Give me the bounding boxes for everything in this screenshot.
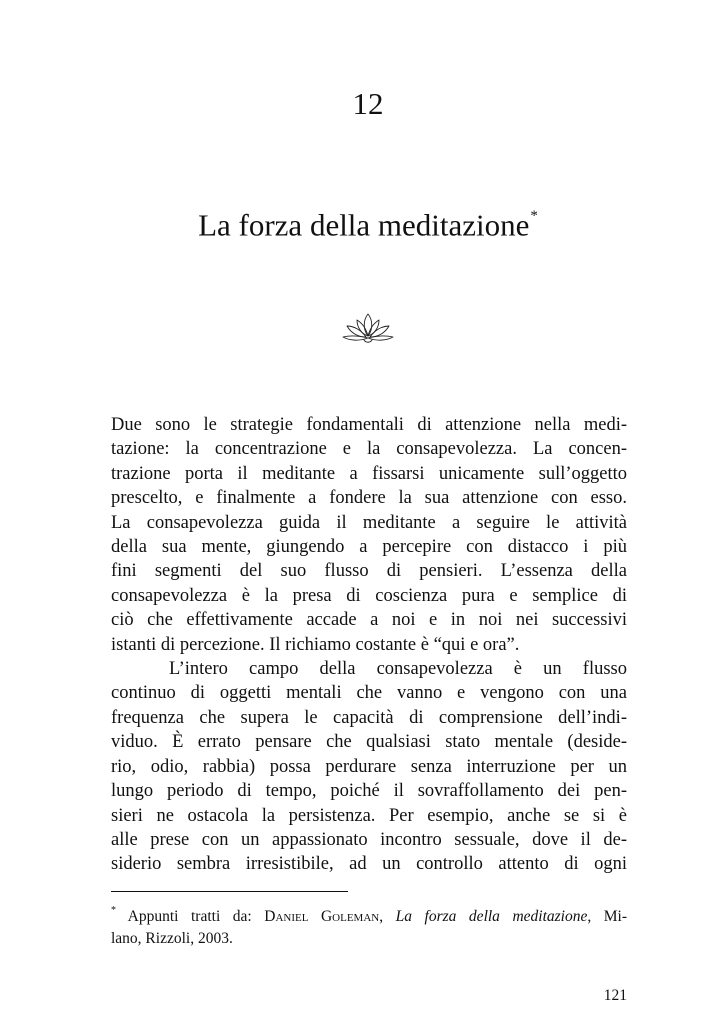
body-line: fini segmenti del suo flusso di pensieri. L’essenza della	[111, 561, 627, 582]
footnote	[111, 902, 627, 950]
body-line: consapevolezza è la presa di coscienza pura e semplice di	[111, 585, 627, 606]
footnote-prefix: Appunti tratti da:	[116, 908, 265, 926]
page-number: 121	[603, 987, 627, 1004]
chapter-title	[0, 200, 724, 245]
chapter-title-text: La forza della meditazione	[198, 207, 530, 243]
body-line: ciò che effettivamente accade a noi e in noi nei successivi	[111, 610, 627, 631]
footnote-separator: ,	[379, 908, 396, 926]
body-line: istanti di percezione. Il richiamo costante è “qui e ora”.	[111, 634, 520, 655]
footnote-divider	[111, 891, 348, 892]
footnote-marker: *	[111, 905, 116, 916]
footnote-reference-marker: *	[530, 208, 538, 224]
footnote-book-title: La forza della meditazione	[395, 908, 588, 926]
body-line: alle prese con un appassionato incontro sessuale, dove il de-	[111, 829, 627, 850]
footnote-author: Daniel Goleman	[264, 908, 380, 926]
body-line: rio, odio, rabbia) possa perdurare senza interruzione per un	[111, 756, 627, 777]
footnote-line: lano, Rizzoli, 2003.	[111, 930, 233, 948]
footnote-suffix: , Mi-	[587, 908, 628, 926]
body-line: della sua mente, giungendo a percepire con distacco i più	[111, 537, 627, 558]
footnote-line	[111, 902, 627, 928]
body-line: siderio sembra irresistibile, ad un controllo attento di ogni	[111, 854, 627, 875]
lotus-icon	[340, 310, 396, 346]
body-line: prescelto, e finalmente a fondere la sua attenzione con esso.	[111, 488, 627, 509]
body-line: continuo di oggetti mentali che vanno e vengono con una	[111, 683, 627, 704]
body-line: lungo periodo di tempo, poiché il sovraffollamento dei pen-	[111, 781, 627, 802]
body-line: tazione: la concentrazione e la consapevolezza. La concen-	[111, 439, 627, 460]
body-line: L’intero campo della consapevolezza è un flusso	[169, 659, 627, 680]
body-text	[111, 413, 627, 877]
body-line: La consapevolezza guida il meditante a seguire le attività	[111, 512, 627, 533]
body-line: frequenza che supera le capacità di comprensione dell’indi-	[111, 707, 627, 728]
body-line: sieri ne ostacola la persistenza. Per esempio, anche se si è	[111, 805, 627, 826]
body-line: viduo. È errato pensare che qualsiasi stato mentale (deside-	[111, 732, 627, 753]
chapter-number: 12	[352, 86, 384, 121]
body-line: Due sono le strategie fondamentali di attenzione nella medi-	[111, 415, 627, 435]
body-line: trazione porta il meditante a fissarsi unicamente sull’oggetto	[111, 463, 627, 484]
